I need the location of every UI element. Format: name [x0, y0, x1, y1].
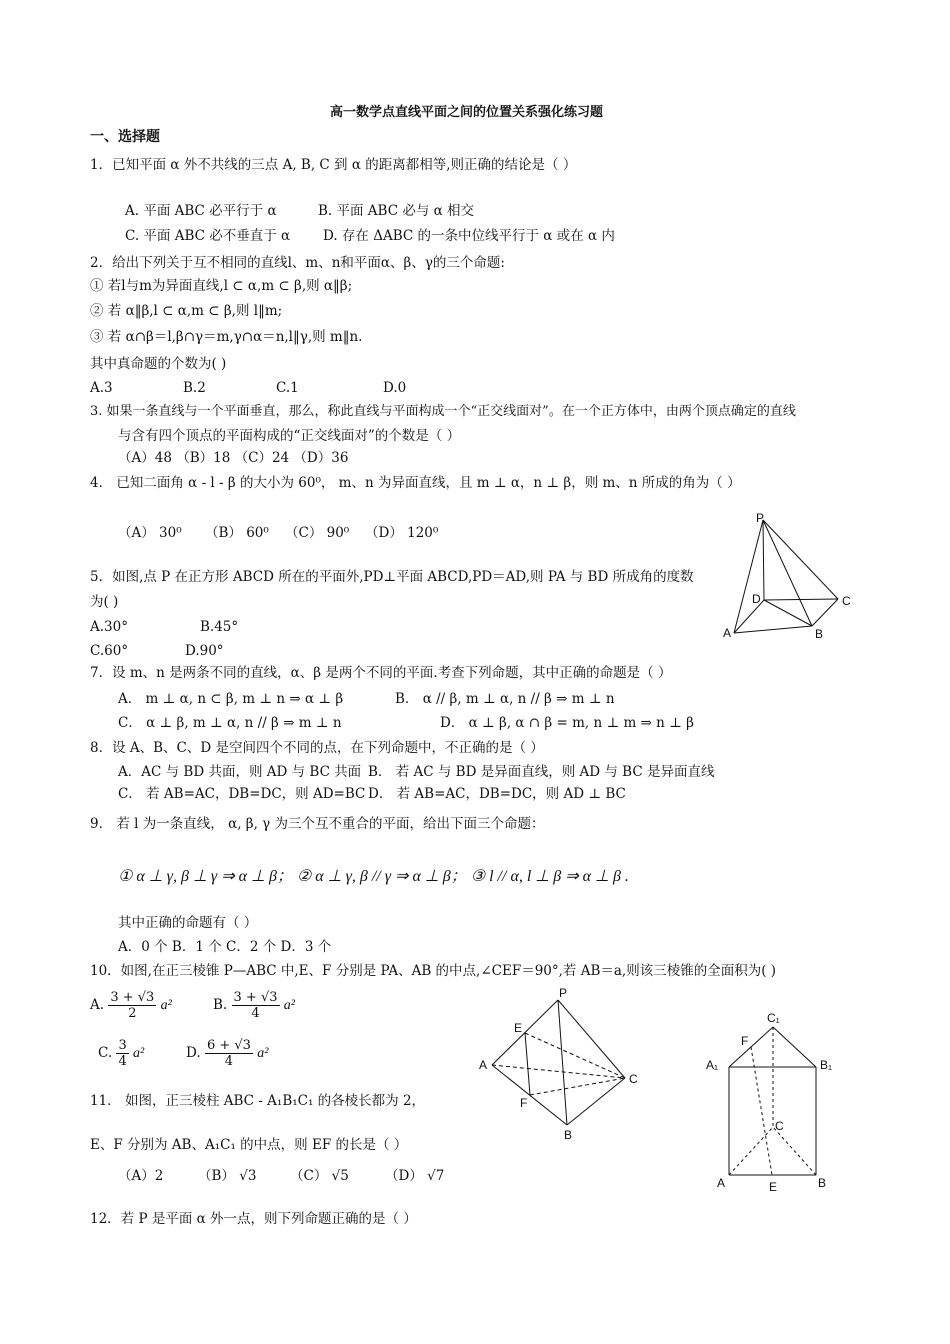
q2-option-b: B.2	[183, 380, 206, 396]
q2-option-c: C.1	[276, 380, 299, 396]
q5-option-c: C.60°	[90, 643, 129, 659]
page-title: 高一数学点直线平面之间的位置关系强化练习题	[330, 105, 604, 120]
edge-bc	[812, 599, 838, 626]
q9-stem: 9． 若 l 为一条直线， α, β, γ 为三个互不重合的平面，给出下面三个命题：	[90, 816, 545, 832]
q11-line-1: 11． 如图，正三棱柱 ABC - A₁B₁C₁ 的各棱长都为 2，	[90, 1093, 426, 1109]
edge-ec	[525, 1033, 625, 1078]
q7-option-c: C． α ⊥ β, m ⊥ α, n // β ⇒ m ⊥ n	[118, 715, 342, 731]
q1-option-c: C. 平面 ABC 必不垂直于 α	[125, 228, 291, 244]
edge-c1b1	[773, 1027, 816, 1067]
q7-option-b: B． α // β, m ⊥ α, n // β ⇒ m ⊥ n	[395, 691, 615, 707]
label-c: C	[629, 1072, 638, 1086]
edge-pd	[763, 520, 764, 600]
label-b: B	[564, 1128, 573, 1142]
edge-pb	[558, 1000, 567, 1125]
edge-pa	[734, 520, 763, 633]
q1-option-b: B. 平面 ABC 必与 α 相交	[318, 203, 475, 219]
label-p: P	[756, 511, 765, 525]
edge-dc	[764, 599, 838, 600]
q9-propositions: ① α ⊥ γ, β ⊥ γ ⇒ α ⊥ β； ② α ⊥ γ, β // γ ⇒ α ⊥ β； ③ l // α, l ⊥ β ⇒ α ⊥ β .	[118, 868, 629, 885]
q2-ask: 其中真命题的个数为( )	[90, 356, 227, 372]
q8-option-d: D． 若 AB=AC，DB=DC，则 AD ⊥ BC	[368, 786, 626, 802]
label-e: E	[769, 1180, 778, 1194]
q11-line-2: E、F 分别为 AB、A₁C₁ 的中点，则 EF 的长是（ ）	[90, 1137, 408, 1153]
q2-prop-3: ③ 若 α∩β＝l,β∩γ＝m,γ∩α＝n,l‖γ,则 m‖n.	[90, 329, 363, 345]
q4-stem: 4． 已知二面角 α - l - β 的大小为 60⁰， m、n 为异面直线，且 m ⊥ α，n ⊥ β，则 m、n 所成的角为（ ）	[90, 475, 741, 491]
label-a: A	[717, 1176, 726, 1190]
q11-option-d: （D） √7	[385, 1168, 445, 1184]
q10-b-fraction: $\frac{3 + √3}{4}$	[233, 990, 278, 1021]
label-a: A	[723, 626, 732, 640]
q2-option-d: D.0	[383, 380, 407, 396]
edge-bd	[764, 600, 812, 626]
q5-option-d: D.90°	[185, 643, 224, 659]
label-b: B	[818, 1176, 827, 1190]
q9-ask: 其中正确的命题有（ ）	[118, 915, 258, 931]
q10-d-var: a²	[257, 1046, 269, 1061]
q10-c-label: C.	[98, 1045, 113, 1061]
q10-d-label: D.	[186, 1045, 201, 1061]
q4-option-b: （B） 60⁰	[205, 525, 269, 541]
label-d: D	[752, 592, 761, 606]
q2-prop-2: ② 若 α‖β,l ⊂ α,m ⊂ β,则 l‖m;	[90, 303, 283, 319]
label-e: E	[514, 1021, 523, 1035]
q5-line-2: 为( )	[90, 594, 119, 610]
q10-a-label: A.	[90, 997, 105, 1013]
q10-a-fraction: $\frac{3 + √3}{2}$	[110, 990, 155, 1021]
q3-line-1: 3. 如果一条直线与一个平面垂直，那么，称此直线与平面构成一个“正交线面对”。在一个正方体中，由两个顶点确定的直线	[90, 404, 796, 419]
q4-option-d: （D） 120⁰	[365, 525, 439, 541]
q10-a-var: a²	[160, 998, 172, 1013]
label-f: F	[741, 1034, 749, 1048]
q3-options: （A）48 （B）18 （C）24 （D）36	[118, 450, 349, 466]
q8-stem: 8．设 A、B、C、D 是空间四个不同的点，在下列命题中，不正确的是（ ）	[90, 740, 544, 756]
edge-ac	[492, 1065, 625, 1078]
q10-b-var: a²	[283, 998, 295, 1013]
edge-pa	[492, 1000, 558, 1065]
q11-option-b: （B） √3	[198, 1168, 257, 1184]
q10-option-a	[90, 990, 172, 1021]
q1-stem: 1．已知平面 α 外不共线的三点 A, B, C 到 α 的距离都相等,则正确的结论是（ ）	[90, 157, 577, 173]
edge-bc	[567, 1078, 625, 1125]
edge-ab	[734, 626, 812, 633]
q7-stem: 7．设 m、n 是两条不同的直线，α、β 是两个不同的平面.考查下列命题，其中正确的命题是（ ）	[90, 665, 672, 681]
label-c: C	[842, 594, 851, 608]
edge-pc	[763, 520, 838, 599]
label-p: P	[559, 986, 568, 1000]
q10-option-b	[213, 990, 295, 1021]
figure-pyramid-pabcd	[720, 510, 860, 645]
q5-line-1: 5．如图,点 P 在正方形 ABCD 所在的平面外,PD⊥平面 ABCD,PD＝AD,则 PA 与 BD 所成角的度数	[90, 569, 694, 585]
q2-option-a: A.3	[90, 380, 113, 396]
q10-d-fraction: $\frac{6 + √3}{4}$	[206, 1038, 251, 1069]
q5-option-a: A.30°	[90, 619, 128, 635]
q2-stem: 2．给出下列关于互不相同的直线l、m、n和平面α、β、γ的三个命题:	[90, 255, 505, 271]
q2-prop-1: ① 若l与m为异面直线,l ⊂ α,m ⊂ β,则 α‖β;	[90, 278, 353, 294]
edge-ef	[525, 1033, 530, 1095]
label-c1: C₁	[767, 1011, 780, 1025]
q10-b-label: B.	[213, 997, 228, 1013]
q10-option-c	[98, 1038, 144, 1069]
q1-option-d: D. 存在 ΔABC 的一条中位线平行于 α 或在 α 内	[323, 228, 615, 244]
q11-option-c: （C） √5	[290, 1168, 349, 1184]
q12-stem: 12．若 P 是平面 α 外一点，则下列命题正确的是（ ）	[90, 1211, 417, 1227]
q8-option-a: A．AC 与 BD 共面，则 AD 与 BC 共面	[118, 764, 362, 780]
q8-option-b: B． 若 AC 与 BD 是异面直线，则 AD 与 BC 是异面直线	[368, 764, 715, 780]
edge-pc	[558, 1000, 625, 1078]
q4-option-a: （A） 30⁰	[118, 525, 182, 541]
figure-prism-abc	[700, 1005, 840, 1195]
section-heading: 一、选择题	[90, 129, 160, 145]
label-b1: B₁	[820, 1058, 833, 1072]
q10-stem: 10．如图,在正三棱锥 P—ABC 中,E、F 分别是 PA、AB 的中点,∠CEF＝90°,若 AB＝a,则该三棱锥的全面积为( )	[90, 963, 777, 979]
edge-ac	[729, 1127, 773, 1175]
q11-option-a: （A）2	[118, 1168, 164, 1184]
figure-tetrahedron-pabc	[470, 985, 655, 1145]
label-b: B	[815, 627, 824, 641]
label-a: A	[479, 1058, 488, 1072]
q10-option-d	[186, 1038, 268, 1069]
edge-fc	[530, 1078, 625, 1095]
label-c: C	[775, 1119, 784, 1133]
edge-ef	[751, 1047, 772, 1175]
q1-option-a: A. 平面 ABC 必平行于 α	[125, 203, 277, 219]
q10-c-var: a²	[133, 1046, 145, 1061]
label-a1: A₁	[706, 1058, 719, 1072]
label-f: F	[520, 1096, 528, 1110]
q8-option-c: C． 若 AB=AC，DB=DC，则 AD=BC	[118, 786, 366, 802]
q7-option-d: D． α ⊥ β, α ∩ β = m, n ⊥ m ⇒ n ⊥ β	[440, 715, 694, 731]
q10-c-fraction: $\frac{3}{4}$	[118, 1038, 127, 1069]
edge-pb	[763, 520, 812, 626]
q9-options: A．0 个 B．1 个 C．2 个 D．3 个	[118, 939, 332, 955]
q3-line-2: 与含有四个顶点的平面构成的“正交线面对”的个数是（ ）	[118, 428, 461, 444]
q4-option-c: （C） 90⁰	[285, 525, 350, 541]
q5-option-b: B.45°	[200, 619, 239, 635]
edge-bc	[773, 1127, 816, 1175]
q7-option-a: A． m ⊥ α, n ⊂ β, m ⊥ n ⇒ α ⊥ β	[118, 691, 344, 707]
